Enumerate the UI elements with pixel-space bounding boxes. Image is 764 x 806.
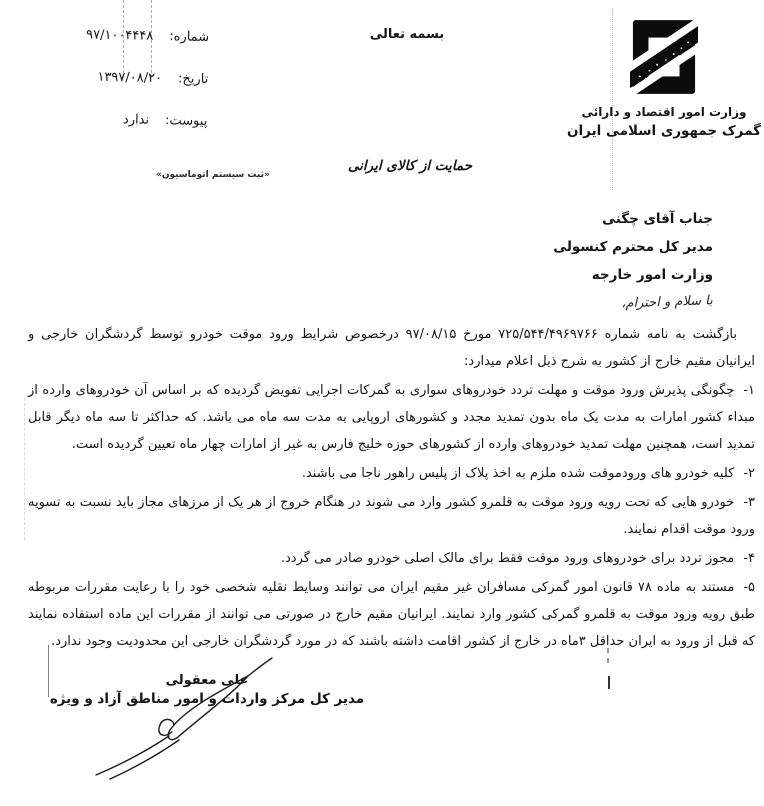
scan-speck (607, 658, 609, 663)
list-item (28, 377, 755, 458)
recipient-block (553, 205, 713, 318)
scan-speck (608, 676, 610, 689)
automation-registration-stamp: «ثبت سیستم اتوماسیون» (156, 170, 270, 180)
list-item (28, 489, 755, 543)
fold-line (24, 398, 25, 540)
date-value: ۱۳۹۷/۰۸/۲۰ (97, 69, 163, 87)
signature-block (12, 673, 402, 707)
list-item (28, 545, 755, 572)
attachment-value: ندارد (122, 112, 150, 128)
signer-name: علی معقولی (165, 673, 249, 688)
item-number: ۴- (743, 551, 755, 566)
intro-paragraph: بازگشت به نامه شماره ۷۲۵/۵۴۴/۴۹۶۹۷۶۶ مورخ ۹۷/۰۸/۱۵ درخصوص شرایط ورود موقت خودرو توسط گردشگران خارجی و ایرانیان مقیم خارج از کشور به شرح ذیل اعلام میدارد: (28, 327, 755, 369)
year-slogan: حمایت از کالای ایرانی (347, 158, 473, 174)
item-number: ۱- (743, 383, 755, 398)
signer-title: مدیر کل مرکز واردات و امور مناطق آزاد و ویژه (49, 691, 365, 707)
item-number: ۲- (743, 466, 755, 481)
item-text: مجوز تردد برای خودروهای ورود موقت فقط برای مالک اصلی خودرو صادر می گردد. (280, 551, 735, 566)
letter-number-row (19, 26, 209, 45)
handwritten-signature-icon (52, 644, 352, 794)
letter-body (28, 321, 755, 657)
letter-meta (17, 26, 210, 156)
list-item (28, 574, 755, 655)
item-text: خودرو هایی که تحت رویه ورود موقت به قلمرو کشور وارد می شوند در هنگام خروج از هر یک از مرزهای مجاز باید نسبت به تسویه ورود موقت اقدام نمایند. (28, 495, 755, 537)
letter-attachment-row (17, 110, 207, 129)
besmellah-heading: بسمه تعالی (369, 27, 445, 42)
list-item (28, 460, 755, 487)
item-text: چگونگی پذیرش ورود موقت و مهلت تردد خودروهای سواری به گمرکات اجرایی تفویض گردیده که بر اساس آن خودروهای وارده از مبداء کشور امارات به مدت یک ماه بدون تمدید مجدد و کشورهای اروپایی به مدت سه ماه می باشد. که حداکثر تا سه ماه دیگر قابل تمدید است، همچنین مهلت تمدید خودروهای وارده از کشورهای حوزه خلیج فارس به غیر از امارات چهار ماه تعیین گردیده است. (28, 383, 755, 452)
item-number: ۵- (743, 580, 755, 595)
customs-emblem-icon (630, 16, 698, 98)
number-label: شماره: (169, 29, 210, 46)
letter-date-row (18, 68, 208, 87)
salutation-handwriting: با سلام و احترام، (621, 293, 714, 312)
recipient-organization: وزارت امور خارجه (591, 267, 713, 283)
item-text: کلیه خودرو های ورودموقت شده ملزم به اخذ پلاک از پلیس راهور ناجا می باشند. (301, 466, 735, 481)
attachment-label: پیوست: (164, 113, 208, 129)
ministry-name: وزارت امور اقتصاد و دارائی (581, 105, 747, 119)
item-number: ۳- (743, 495, 755, 510)
item-text: مستند به ماده ۷۸ قانون امور گمرکی مسافران غیر مقیم ایران می توانند وسایط نقلیه شخصی خود را با رعایت مقررات مربوطه طبق رویه ورود موقت به قلمرو گمرکی کشور وارد نمایند. ایرانیان مقیم خارج در صورتی می توانند از مقررات این ماده استفاده نمایند که قبل از ورود به ایران حداقل ۳ماه در خارج از کشور اقامت داشته باشند که در مورد گردشگران خارجی این محدودیت وجود ندارد. (28, 580, 755, 649)
number-value: ۹۷/۱۰۰۴۴۴۸ (85, 27, 154, 44)
date-label: تاریخ: (177, 71, 209, 87)
letterhead-logo-block (566, 16, 762, 139)
recipient-name: جناب آقای چگنی (602, 211, 713, 227)
recipient-title: مدیر کل محترم کنسولی (553, 239, 713, 255)
organization-name: گمرک جمهوری اسلامی ایران (567, 123, 761, 139)
